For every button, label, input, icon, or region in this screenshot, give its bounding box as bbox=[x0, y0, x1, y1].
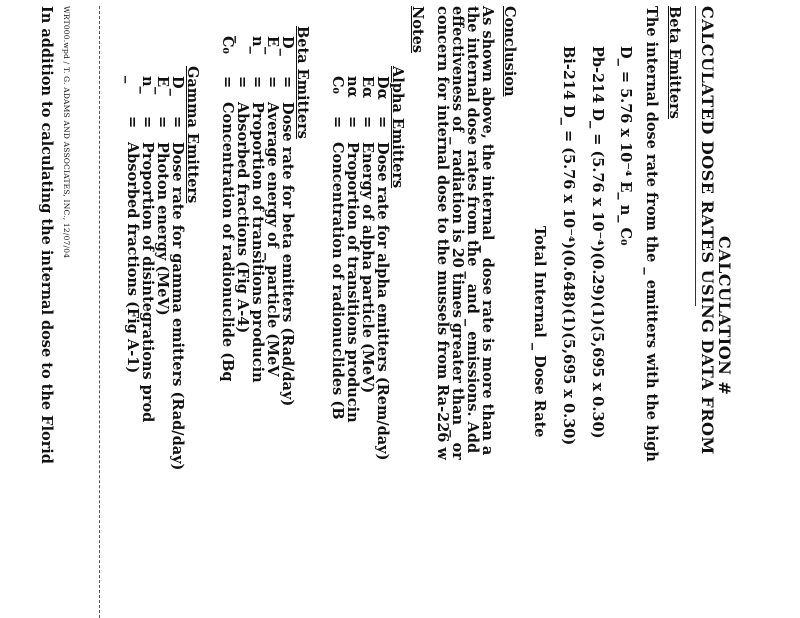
footer-rule bbox=[99, 6, 100, 618]
beta-definition-row bbox=[234, 36, 250, 333]
symbol: E_ bbox=[264, 36, 281, 55]
alpha-definition-row bbox=[344, 76, 360, 423]
equation-3: Bi-214 D_ = (5.76 x 10⁻⁴)(0.648)(1)(5,695 x 0.30) bbox=[560, 46, 577, 446]
equals-sign: = bbox=[249, 76, 266, 89]
symbol: C₀ bbox=[329, 76, 346, 94]
beta-notes-heading: Beta Emitters bbox=[294, 26, 311, 139]
symbol: Dα bbox=[374, 76, 391, 100]
conclusion-line: effectiveness of _ radiation is 20 times greater than _ or bbox=[449, 6, 466, 460]
equation-1: D_ = 5.76 x 10⁻⁴ E_ n_ C₀ bbox=[617, 46, 634, 246]
equals-sign: = bbox=[344, 116, 361, 129]
symbol: n_ bbox=[249, 36, 266, 54]
beta-definition-row bbox=[264, 36, 280, 377]
symbol: D_ bbox=[169, 76, 186, 96]
beta-definition-row bbox=[279, 36, 295, 406]
equals-sign: = bbox=[219, 76, 236, 89]
conclusion-line: concern for internal dose to the mussels from Ra-226 w bbox=[434, 6, 451, 460]
equals-sign: = bbox=[264, 76, 281, 89]
definition-text: Proportion of transitions producin bbox=[344, 142, 361, 423]
symbol: C₀ bbox=[219, 36, 236, 54]
title-rule bbox=[695, 6, 696, 306]
equals-sign: = bbox=[139, 116, 156, 129]
title-line-1: CALCULATION # bbox=[715, 236, 734, 396]
definition-text: Average energy of _ particle (MeV bbox=[264, 102, 281, 377]
definition-text: Energy of alpha particle (MeV) bbox=[359, 142, 376, 394]
equals-sign: = bbox=[329, 116, 346, 129]
closing-line: In addition to calculating the internal dose to the Florid bbox=[38, 6, 55, 464]
alpha-definition-row bbox=[374, 76, 390, 460]
gamma-definition-row bbox=[169, 76, 185, 470]
definition-text: Absorbed fractions (Fig A-4) bbox=[234, 102, 251, 334]
beta-definition-row bbox=[219, 36, 235, 381]
equals-sign: = bbox=[359, 116, 376, 129]
alpha-definition-row bbox=[329, 76, 345, 419]
beta-definition-row bbox=[249, 36, 265, 383]
notes-heading: Notes bbox=[409, 6, 426, 54]
symbol: E_ bbox=[154, 76, 171, 95]
definition-text: Photon energy (MeV) bbox=[154, 142, 171, 316]
definition-text: Proportion of transitions producin bbox=[249, 102, 266, 383]
beta-heading: Beta Emitters bbox=[666, 6, 683, 119]
equals-sign: = bbox=[154, 116, 171, 129]
conclusion-heading: Conclusion bbox=[501, 6, 518, 97]
gamma-heading: Gamma Emitters bbox=[184, 66, 201, 204]
symbol: nα bbox=[344, 76, 361, 98]
gamma-definition-row bbox=[139, 76, 155, 422]
footer-text: WRT000.wpd / T. G. ADAMS AND ASSOCIATES, INC., 12/07/04 bbox=[62, 6, 71, 259]
equals-sign: = bbox=[169, 116, 186, 129]
definition-text: Proportion of disintegrations prod bbox=[139, 142, 156, 423]
symbol: D_ bbox=[279, 36, 296, 56]
gamma-definition-row bbox=[154, 76, 170, 316]
equals-sign: = bbox=[279, 76, 296, 89]
definition-text: Concentration of radionuclides (B bbox=[329, 142, 346, 420]
total-label: Total Internal _ Dose Rate bbox=[531, 226, 548, 438]
definition-text: Dose rate for gamma emitters (Rad/day) bbox=[169, 142, 186, 471]
symbol: _ bbox=[234, 36, 251, 44]
definition-text: Dose rate for beta emitters (Rad/day) bbox=[279, 102, 296, 407]
alpha-heading: Alpha Emitters bbox=[389, 66, 406, 189]
title-line-2: CALCULATED DOSE RATES USING DATA FROM bbox=[698, 6, 717, 455]
equation-2: Pb-214 D_ = (5.76 x 10⁻⁴)(0.29)(1)(5,695 x 0.30) bbox=[589, 46, 606, 439]
equals-sign: = bbox=[374, 116, 391, 129]
equals-sign: = bbox=[234, 76, 251, 89]
definition-text: Concentration of radionuclide (Bq bbox=[219, 102, 236, 382]
symbol: Eα bbox=[359, 76, 376, 99]
alpha-definition-row bbox=[359, 76, 375, 393]
equals-sign: = bbox=[124, 116, 141, 129]
gamma-definition-row bbox=[124, 76, 140, 373]
symbol: n_ bbox=[139, 76, 156, 94]
definition-text: Dose rate for alpha emitters (Rem/day) bbox=[374, 142, 391, 461]
symbol: _ bbox=[124, 76, 141, 84]
definition-text: Absorbed fractions (Fig A-1) bbox=[124, 142, 141, 374]
beta-intro: The internal dose rate from the _ emitters with the high bbox=[643, 6, 660, 462]
conclusion-line: As shown above, the internal _ dose rate is more than a bbox=[479, 6, 496, 456]
conclusion-line: the internal dose rates from the _ and _ emissions. Add bbox=[464, 6, 481, 454]
